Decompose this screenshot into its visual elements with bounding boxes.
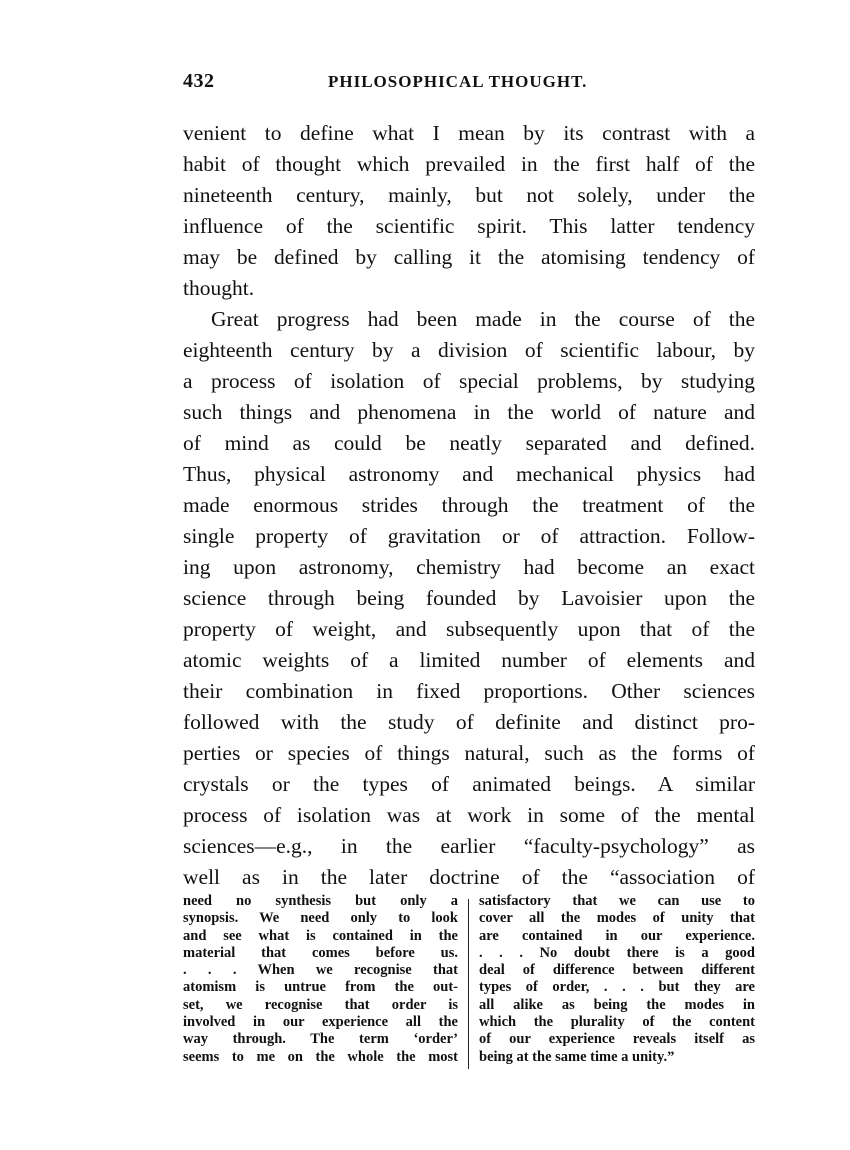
- text-line: Thus, physical astronomy and mechanical physics had: [183, 462, 755, 486]
- text-line: atomic weights of a limited number of elements and: [183, 648, 755, 672]
- footnote-line: cover all the modes of unity that: [479, 910, 755, 927]
- footnote-line: of our experience reveals itself as: [479, 1031, 755, 1048]
- footnote-line: way through. The term ‘order’: [183, 1031, 458, 1048]
- footnote-line: and see what is contained in the: [183, 927, 458, 944]
- footnote-column-right: [479, 893, 755, 1066]
- footnote-line: all alike as being the modes in: [479, 996, 755, 1013]
- text-line: their combination in fixed proportions. Other sciences: [183, 679, 755, 703]
- paragraph-start-line: Great progress had been made in the course of the: [211, 307, 755, 331]
- footnote-column-left: [183, 893, 458, 1066]
- footnote-line: material that comes before us.: [183, 944, 458, 961]
- text-line: ing upon astronomy, chemistry had become an exact: [183, 555, 755, 579]
- text-line: science through being founded by Lavoisier upon the: [183, 586, 755, 610]
- text-line: eighteenth century by a division of scientific labour, by: [183, 338, 755, 362]
- text-line: of mind as could be neatly separated and defined.: [183, 431, 755, 455]
- footnote-line: seems to me on the whole the most: [183, 1048, 458, 1065]
- main-text: [183, 118, 755, 893]
- footnote-line: atomism is untrue from the out-: [183, 979, 458, 996]
- page-number: 432: [183, 70, 215, 92]
- text-line: single property of gravitation or of attraction. Follow-: [183, 524, 755, 548]
- text-line: process of isolation was at work in some of the mental: [183, 803, 755, 827]
- text-line: sciences—e.g., in the earlier “faculty-psychology” as: [183, 834, 755, 858]
- footnote-block: [183, 893, 755, 1073]
- text-line: property of weight, and subsequently upon that of the: [183, 617, 755, 641]
- footnote-line: deal of difference between different: [479, 962, 755, 979]
- footnote-line: are contained in our experience.: [479, 927, 755, 944]
- text-line: may be defined by calling it the atomising tendency of: [183, 245, 755, 269]
- text-line: nineteenth century, mainly, but not solely, under the: [183, 183, 755, 207]
- running-title: PHILOSOPHICAL THOUGHT.: [328, 72, 588, 91]
- text-line: such things and phenomena in the world of nature and: [183, 400, 755, 424]
- footnote-line: . . . No doubt there is a good: [479, 944, 755, 961]
- footnote-line: involved in our experience all the: [183, 1014, 458, 1031]
- footnote-line: synopsis. We need only to look: [183, 910, 458, 927]
- text-line: habit of thought which prevailed in the first half of the: [183, 152, 755, 176]
- text-line: influence of the scientific spirit. This latter tendency: [183, 214, 755, 238]
- text-line: made enormous strides through the treatment of the: [183, 493, 755, 517]
- footnote-line: satisfactory that we can use to: [479, 893, 755, 909]
- footnote-line: . . . When we recognise that: [183, 962, 458, 979]
- text-line: perties or species of things natural, such as the forms of: [183, 741, 755, 765]
- text-line: venient to define what I mean by its contrast with a: [183, 121, 755, 145]
- footnote-line: which the plurality of the content: [479, 1014, 755, 1031]
- text-line: well as in the later doctrine of the “association of: [183, 865, 755, 889]
- text-line: followed with the study of definite and distinct pro-: [183, 710, 755, 734]
- text-line: crystals or the types of animated beings. A similar: [183, 772, 755, 796]
- running-head: [183, 70, 755, 100]
- text-line: thought.: [183, 276, 255, 300]
- column-divider: [468, 899, 469, 1069]
- footnote-line: types of order, . . . but they are: [479, 979, 755, 996]
- footnote-line: being at the same time a unity.”: [479, 1048, 675, 1065]
- footnote-line: set, we recognise that order is: [183, 996, 458, 1013]
- text-line: a process of isolation of special problems, by studying: [183, 369, 755, 393]
- footnote-line: need no synthesis but only a: [183, 893, 458, 909]
